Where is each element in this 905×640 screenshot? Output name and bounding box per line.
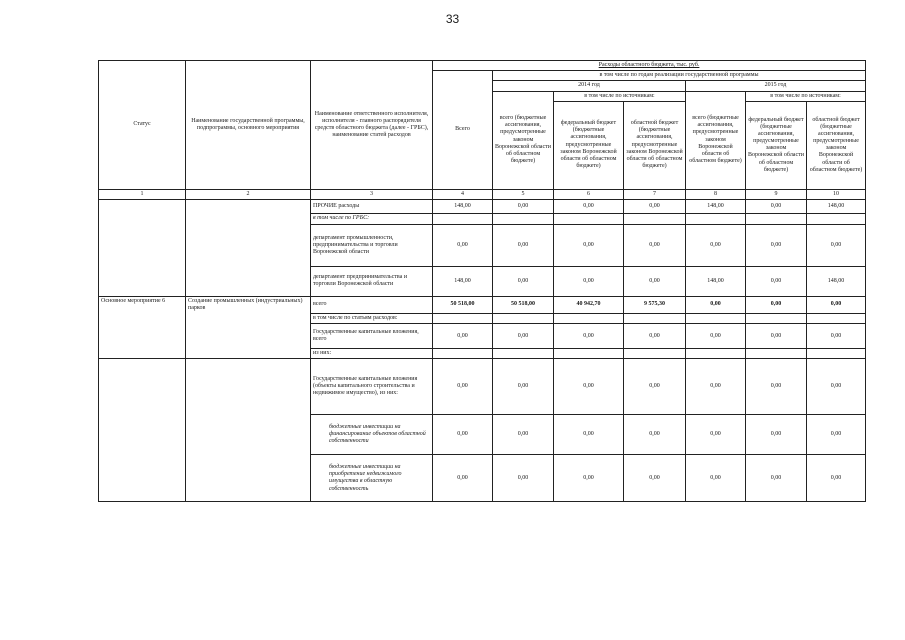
- program-cell: Создание промышленных (индустриальных) парков: [186, 296, 311, 313]
- col-number: 3: [311, 189, 433, 199]
- value-cell: 0,00: [433, 415, 493, 455]
- value-cell: 0,00: [686, 224, 746, 266]
- value-cell: 0,00: [746, 415, 807, 455]
- value-cell: 0,00: [746, 199, 807, 213]
- header-status: Статус: [99, 61, 186, 190]
- value-cell: 0,00: [493, 415, 554, 455]
- value-cell: 0,00: [624, 224, 686, 266]
- table-row: [99, 224, 866, 266]
- value-cell: 0,00: [493, 324, 554, 349]
- value-cell: 9 575,30: [624, 296, 686, 313]
- row-label: всего: [311, 296, 433, 313]
- value-cell: 0,00: [746, 296, 807, 313]
- header-expenses-title: Расходы областного бюджета, тыс. руб.: [433, 61, 866, 71]
- header-col10: областной бюджет (бюджетные ассигнования, предусмотренные законом Воронежской области об областном бюджете): [807, 101, 866, 189]
- column-number-row: [99, 189, 866, 199]
- row-label: ПРОЧИЕ расходы: [311, 199, 433, 213]
- value-cell: 0,00: [554, 324, 624, 349]
- table-row: [99, 455, 866, 502]
- value-cell: 0,00: [554, 359, 624, 415]
- value-cell: 0,00: [746, 455, 807, 502]
- value-cell: 50 518,00: [433, 296, 493, 313]
- status-cell: [99, 199, 186, 213]
- value-cell: 0,00: [433, 455, 493, 502]
- page-number: 33: [445, 12, 460, 26]
- budget-table: [98, 60, 866, 502]
- col-number: 9: [746, 189, 807, 199]
- row-label: Государственные капитальные вложения, всего: [311, 324, 433, 349]
- col-number: 4: [433, 189, 493, 199]
- table-row: [99, 415, 866, 455]
- value-cell: 0,00: [686, 324, 746, 349]
- status-cell: Основное мероприятие 6: [99, 296, 186, 313]
- header-by-sources-2015: в том числе по источникам:: [746, 91, 866, 101]
- value-cell: 148,00: [686, 199, 746, 213]
- value-cell: 0,00: [554, 224, 624, 266]
- col-number: 10: [807, 189, 866, 199]
- table-row: [99, 359, 866, 415]
- header-year-2014: 2014 год: [493, 81, 686, 91]
- value-cell: 0,00: [686, 296, 746, 313]
- header-col8: всего (бюджетные ассигнования, предусмотренные законом Воронежской области об областном бюджете): [686, 91, 746, 189]
- header-total: Всего: [433, 71, 493, 190]
- col-number: 6: [554, 189, 624, 199]
- col-number: 5: [493, 189, 554, 199]
- table-row: [99, 199, 866, 213]
- value-cell: 0,00: [554, 266, 624, 296]
- value-cell: 0,00: [493, 199, 554, 213]
- table-row: [99, 324, 866, 349]
- value-cell: 0,00: [554, 455, 624, 502]
- table-row: [99, 213, 866, 224]
- table-row: [99, 266, 866, 296]
- value-cell: 0,00: [686, 415, 746, 455]
- value-cell: 0,00: [807, 455, 866, 502]
- value-cell: 0,00: [807, 296, 866, 313]
- header-col5: всего (бюджетные ассигнования, предусмотренные законом Воронежской области об областном бюджете): [493, 91, 554, 189]
- header-program-name: Наименование государственной программы, подпрограммы, основного мероприятия: [186, 61, 311, 190]
- header-col9: федеральный бюджет (бюджетные ассигнования, предусмотренные законом Воронежской области об областном бюджете): [746, 101, 807, 189]
- row-label: департамент промышленности, предпринимательства и торговли Воронежской области: [311, 224, 433, 266]
- value-cell: 0,00: [433, 224, 493, 266]
- header-col7: областной бюджет (бюджетные ассигнования, предусмотренные законом Воронежской области об областном бюджете): [624, 101, 686, 189]
- value-cell: 40 942,70: [554, 296, 624, 313]
- table-row: [99, 296, 866, 313]
- value-cell: 0,00: [433, 324, 493, 349]
- table-row: [99, 313, 866, 323]
- row-label: бюджетные инвестиции на финансирование объектов областной собственности: [311, 415, 433, 455]
- row-label: бюджетные инвестиции на приобретение недвижимого имущества в областную собственность: [311, 455, 433, 502]
- value-cell: 0,00: [624, 359, 686, 415]
- value-cell: 0,00: [686, 359, 746, 415]
- row-label: в том числе по статьям расходов:: [311, 313, 433, 323]
- value-cell: 0,00: [493, 266, 554, 296]
- value-cell: 0,00: [807, 224, 866, 266]
- col-number: 1: [99, 189, 186, 199]
- value-cell: 148,00: [807, 199, 866, 213]
- header-col6: федеральный бюджет (бюджетные ассигнования, предусмотренные законом Воронежской области об областном бюджете): [554, 101, 624, 189]
- header-year-2015: 2015 год: [686, 81, 866, 91]
- row-label: департамент предпринимательства и торговли Воронежской области: [311, 266, 433, 296]
- header-executor: Наименование ответственного исполнителя, исполнителя - главного распорядителя средств областного бюджета (далее - ГРБС), наименование статей расходов: [311, 61, 433, 190]
- value-cell: 0,00: [746, 224, 807, 266]
- value-cell: 0,00: [746, 359, 807, 415]
- table-row: [99, 349, 866, 359]
- value-cell: 0,00: [807, 415, 866, 455]
- row-label: Государственные капитальные вложения (объекты капитального строительства и недвижимое имущество), из них:: [311, 359, 433, 415]
- value-cell: 148,00: [433, 266, 493, 296]
- value-cell: 0,00: [624, 199, 686, 213]
- value-cell: 0,00: [746, 324, 807, 349]
- value-cell: 0,00: [554, 199, 624, 213]
- value-cell: 0,00: [746, 266, 807, 296]
- value-cell: 0,00: [807, 324, 866, 349]
- value-cell: 148,00: [433, 199, 493, 213]
- value-cell: 0,00: [624, 266, 686, 296]
- value-cell: 148,00: [686, 266, 746, 296]
- row-label: из них:: [311, 349, 433, 359]
- value-cell: 0,00: [624, 324, 686, 349]
- value-cell: 0,00: [686, 455, 746, 502]
- value-cell: 50 518,00: [493, 296, 554, 313]
- col-number: 8: [686, 189, 746, 199]
- value-cell: 0,00: [433, 359, 493, 415]
- value-cell: 0,00: [624, 415, 686, 455]
- value-cell: 0,00: [554, 415, 624, 455]
- col-number: 2: [186, 189, 311, 199]
- value-cell: 0,00: [493, 455, 554, 502]
- program-cell: [186, 199, 311, 213]
- value-cell: 148,00: [807, 266, 866, 296]
- header-by-years: в том числе по годам реализации государственной программы: [493, 71, 866, 81]
- header-by-sources-2014: в том числе по источникам:: [554, 91, 686, 101]
- col-number: 7: [624, 189, 686, 199]
- value-cell: 0,00: [624, 455, 686, 502]
- value-cell: 0,00: [493, 359, 554, 415]
- row-label: в том числе по ГРБС:: [311, 213, 433, 224]
- value-cell: 0,00: [493, 224, 554, 266]
- value-cell: 0,00: [807, 359, 866, 415]
